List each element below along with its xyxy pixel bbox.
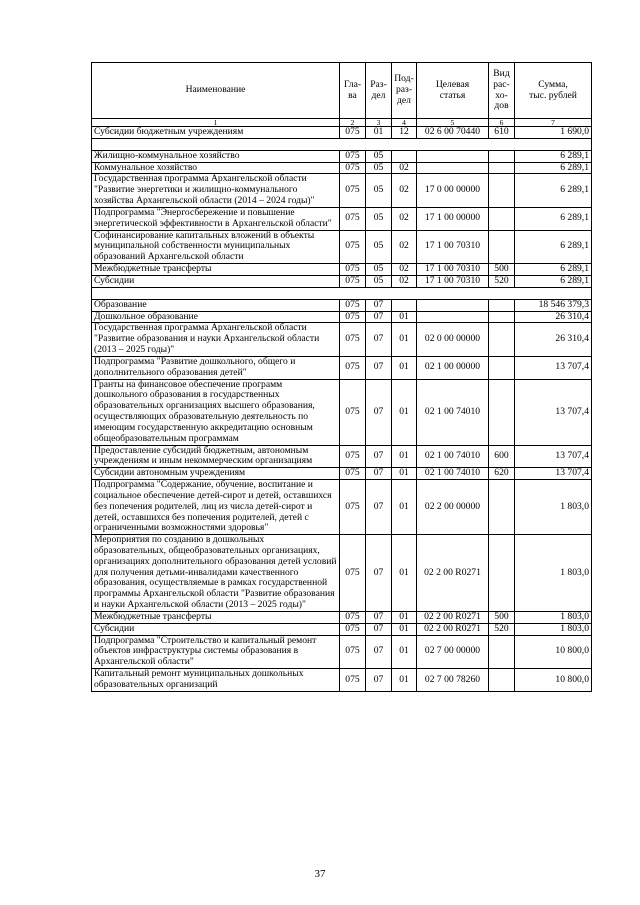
row-name: Образование (92, 299, 340, 311)
row-name: Мероприятия по созданию в дошкольных образовательных, общеобразовательных организациях, организациях дополнительного образования детей условий для получения детьми-инвалидами качественного образования, осуществляемые в рамках государственной программы Архангельской области "Развитие образования и науки Архангельской области (2013 – 2025 годы)" (92, 535, 340, 612)
row-podrazdel (392, 150, 417, 162)
row-target: 02 6 00 70440 (417, 127, 489, 139)
row-name: Жилищно-коммунальное хозяйство (92, 150, 340, 162)
row-sum: 26 310,4 (515, 323, 592, 356)
row-podrazdel: 01 (392, 535, 417, 612)
row-podrazdel: 01 (392, 379, 417, 445)
row-glava: 075 (340, 311, 366, 323)
row-razdel: 05 (366, 230, 392, 263)
table-row (92, 480, 592, 535)
row-name: Коммунальное хозяйство (92, 162, 340, 174)
row-glava: 075 (340, 635, 366, 668)
row-vid (489, 323, 515, 356)
row-podrazdel: 01 (392, 611, 417, 623)
row-vid (489, 150, 515, 162)
row-sum: 6 289,1 (515, 275, 592, 287)
row-glava: 075 (340, 379, 366, 445)
header-razdel: Раз- дел (366, 63, 392, 119)
row-glava: 075 (340, 150, 366, 162)
row-glava: 075 (340, 275, 366, 287)
row-razdel: 07 (366, 356, 392, 379)
row-razdel: 07 (366, 299, 392, 311)
row-sum: 6 289,1 (515, 207, 592, 230)
row-name: Субсидии (92, 275, 340, 287)
row-sum: 6 289,1 (515, 230, 592, 263)
row-razdel: 07 (366, 535, 392, 612)
row-vid (489, 635, 515, 668)
row-sum: 13 707,4 (515, 468, 592, 480)
table-row (92, 207, 592, 230)
spacer-cell (515, 138, 592, 150)
row-razdel: 07 (366, 480, 392, 535)
row-vid (489, 207, 515, 230)
row-podrazdel: 01 (392, 311, 417, 323)
table-row (92, 635, 592, 668)
spacer-cell (392, 138, 417, 150)
row-target: 02 1 00 74010 (417, 379, 489, 445)
table-row (92, 468, 592, 480)
table-row (92, 275, 592, 287)
row-podrazdel: 02 (392, 230, 417, 263)
row-sum: 6 289,1 (515, 174, 592, 207)
budget-table (91, 62, 592, 692)
row-razdel: 07 (366, 379, 392, 445)
table-row (92, 127, 592, 139)
header-glava: Гла- ва (340, 63, 366, 119)
row-name: Субсидии бюджетным учреждениям (92, 127, 340, 139)
table-row (92, 323, 592, 356)
table-row (92, 174, 592, 207)
row-razdel: 07 (366, 635, 392, 668)
row-target: 17 1 00 00000 (417, 207, 489, 230)
table-row (92, 379, 592, 445)
table-row (92, 162, 592, 174)
row-podrazdel: 02 (392, 174, 417, 207)
row-vid (489, 174, 515, 207)
row-target: 17 0 00 00000 (417, 174, 489, 207)
spacer-cell (392, 287, 417, 299)
column-number: 7 (515, 119, 592, 127)
row-razdel: 05 (366, 150, 392, 162)
row-sum: 13 707,4 (515, 445, 592, 468)
spacer-cell (515, 287, 592, 299)
row-podrazdel: 01 (392, 323, 417, 356)
spacer-cell (366, 287, 392, 299)
table-row (92, 230, 592, 263)
row-sum: 1 803,0 (515, 535, 592, 612)
row-target (417, 299, 489, 311)
row-vid: 610 (489, 127, 515, 139)
row-razdel: 05 (366, 207, 392, 230)
row-target: 02 2 00 00000 (417, 480, 489, 535)
header-row (92, 63, 592, 119)
table-row (92, 311, 592, 323)
row-sum: 10 800,0 (515, 635, 592, 668)
row-razdel: 07 (366, 323, 392, 356)
row-vid (489, 230, 515, 263)
row-glava: 075 (340, 611, 366, 623)
row-vid (489, 379, 515, 445)
row-podrazdel: 01 (392, 635, 417, 668)
row-name: Подпрограмма "Энергосбережение и повышение энергетической эффективности в Архангельской области" (92, 207, 340, 230)
row-name: Субсидии (92, 623, 340, 635)
spacer-cell (417, 138, 489, 150)
row-razdel: 07 (366, 445, 392, 468)
table-row (92, 264, 592, 276)
row-sum: 1 690,0 (515, 127, 592, 139)
table-body (92, 127, 592, 692)
row-name: Субсидии автономным учреждениям (92, 468, 340, 480)
row-glava: 075 (340, 230, 366, 263)
spacer-cell (489, 138, 515, 150)
row-target (417, 311, 489, 323)
row-podrazdel: 01 (392, 623, 417, 635)
row-vid (489, 535, 515, 612)
row-name: Предоставление субсидий бюджетным, автономным учреждениям и иным некоммерческим организациям (92, 445, 340, 468)
row-name: Гранты на финансовое обеспечение программ дошкольного образования в государственных образовательных организациях высшего образования, осуществляющих образовательную деятельность по имеющим государственную аккредитацию основным общеобразовательным программам (92, 379, 340, 445)
row-target: 17 1 00 70310 (417, 275, 489, 287)
row-razdel: 07 (366, 468, 392, 480)
row-target: 02 2 00 R0271 (417, 535, 489, 612)
row-glava: 075 (340, 127, 366, 139)
row-glava: 075 (340, 264, 366, 276)
row-target: 02 2 00 R0271 (417, 623, 489, 635)
row-target: 02 1 00 74010 (417, 468, 489, 480)
row-target: 02 1 00 00000 (417, 356, 489, 379)
row-target (417, 162, 489, 174)
row-target: 02 7 00 00000 (417, 635, 489, 668)
row-razdel: 07 (366, 611, 392, 623)
row-podrazdel: 01 (392, 356, 417, 379)
table-row (92, 299, 592, 311)
spacer-cell (92, 138, 340, 150)
header-vid: Вид рас- хо- дов (489, 63, 515, 119)
header-sum: Сумма, тыс. рублей (515, 63, 592, 119)
row-podrazdel: 01 (392, 669, 417, 692)
row-razdel: 05 (366, 174, 392, 207)
row-sum: 13 707,4 (515, 379, 592, 445)
row-razdel: 07 (366, 311, 392, 323)
row-name: Государственная программа Архангельской области "Развитие энергетики и жилищно-коммунального хозяйства Архангельской области (2014 – 2024 годы)" (92, 174, 340, 207)
row-podrazdel: 01 (392, 468, 417, 480)
spacer-cell (92, 287, 340, 299)
row-glava: 075 (340, 323, 366, 356)
header-name: Наименование (92, 63, 340, 119)
row-razdel: 01 (366, 127, 392, 139)
table-row (92, 535, 592, 612)
page-number: 37 (314, 868, 326, 880)
row-podrazdel: 01 (392, 480, 417, 535)
table-row (92, 611, 592, 623)
spacer-cell (417, 287, 489, 299)
table-row (92, 445, 592, 468)
row-name: Государственная программа Архангельской области "Развитие образования и науки Архангельской области (2013 – 2025 годы)" (92, 323, 340, 356)
row-podrazdel: 01 (392, 445, 417, 468)
spacer-row (92, 287, 592, 299)
row-sum: 13 707,4 (515, 356, 592, 379)
row-razdel: 05 (366, 162, 392, 174)
row-vid (489, 356, 515, 379)
row-podrazdel: 02 (392, 264, 417, 276)
row-target: 02 0 00 00000 (417, 323, 489, 356)
row-glava: 075 (340, 299, 366, 311)
row-glava: 075 (340, 669, 366, 692)
row-sum: 26 310,4 (515, 311, 592, 323)
row-sum: 18 546 379,3 (515, 299, 592, 311)
row-target: 02 1 00 74010 (417, 445, 489, 468)
row-sum: 6 289,1 (515, 150, 592, 162)
spacer-cell (366, 138, 392, 150)
row-razdel: 07 (366, 669, 392, 692)
column-number: 2 (340, 119, 366, 127)
row-vid (489, 299, 515, 311)
row-podrazdel: 02 (392, 275, 417, 287)
row-name: Подпрограмма "Строительство и капитальный ремонт объектов инфраструктуры системы образования в Архангельской области" (92, 635, 340, 668)
row-name: Софинансирование капитальных вложений в объекты муниципальной собственности муниципальных образований Архангельской области (92, 230, 340, 263)
row-sum: 10 800,0 (515, 669, 592, 692)
row-vid: 600 (489, 445, 515, 468)
spacer-cell (340, 138, 366, 150)
row-name: Межбюджетные трансферты (92, 611, 340, 623)
spacer-cell (489, 287, 515, 299)
row-glava: 075 (340, 468, 366, 480)
row-name: Подпрограмма "Развитие дошкольного, общего и дополнительного образования детей" (92, 356, 340, 379)
row-sum: 6 289,1 (515, 162, 592, 174)
column-number: 3 (366, 119, 392, 127)
row-sum: 1 803,0 (515, 480, 592, 535)
row-sum: 1 803,0 (515, 611, 592, 623)
row-target: 02 7 00 78260 (417, 669, 489, 692)
column-number: 4 (392, 119, 417, 127)
row-sum: 1 803,0 (515, 623, 592, 635)
row-podrazdel: 12 (392, 127, 417, 139)
row-vid: 520 (489, 275, 515, 287)
table-row (92, 150, 592, 162)
row-glava: 075 (340, 207, 366, 230)
row-glava: 075 (340, 162, 366, 174)
row-vid: 500 (489, 611, 515, 623)
row-podrazdel: 02 (392, 207, 417, 230)
row-razdel: 07 (366, 623, 392, 635)
row-podrazdel: 02 (392, 162, 417, 174)
row-razdel: 05 (366, 275, 392, 287)
spacer-row (92, 138, 592, 150)
row-glava: 075 (340, 445, 366, 468)
header-podrazdel: Под- раз- дел (392, 63, 417, 119)
row-vid: 620 (489, 468, 515, 480)
header-target: Целевая статья (417, 63, 489, 119)
column-number: 1 (92, 119, 340, 127)
row-glava: 075 (340, 356, 366, 379)
table-row (92, 356, 592, 379)
row-vid (489, 311, 515, 323)
row-vid (489, 162, 515, 174)
row-vid: 500 (489, 264, 515, 276)
row-glava: 075 (340, 174, 366, 207)
row-vid: 520 (489, 623, 515, 635)
row-vid (489, 480, 515, 535)
row-glava: 075 (340, 480, 366, 535)
table-row (92, 669, 592, 692)
row-glava: 075 (340, 535, 366, 612)
row-name: Дошкольное образование (92, 311, 340, 323)
column-number: 6 (489, 119, 515, 127)
row-razdel: 05 (366, 264, 392, 276)
row-name: Подпрограмма "Содержание, обучение, воспитание и социальное обеспечение детей-сирот и детей, оставшихся без попечения родителей, лиц из числа детей-сирот и детей, оставшихся без попечения родителей, детей с ограниченными возможностями здоровья" (92, 480, 340, 535)
row-name: Капитальный ремонт муниципальных дошкольных образовательных организаций (92, 669, 340, 692)
row-target: 17 1 00 70310 (417, 230, 489, 263)
row-target: 02 2 00 R0271 (417, 611, 489, 623)
table-row (92, 623, 592, 635)
column-number: 5 (417, 119, 489, 127)
row-podrazdel (392, 299, 417, 311)
row-vid (489, 669, 515, 692)
row-name: Межбюджетные трансферты (92, 264, 340, 276)
row-target: 17 1 00 70310 (417, 264, 489, 276)
row-glava: 075 (340, 623, 366, 635)
row-target (417, 150, 489, 162)
row-sum: 6 289,1 (515, 264, 592, 276)
spacer-cell (340, 287, 366, 299)
